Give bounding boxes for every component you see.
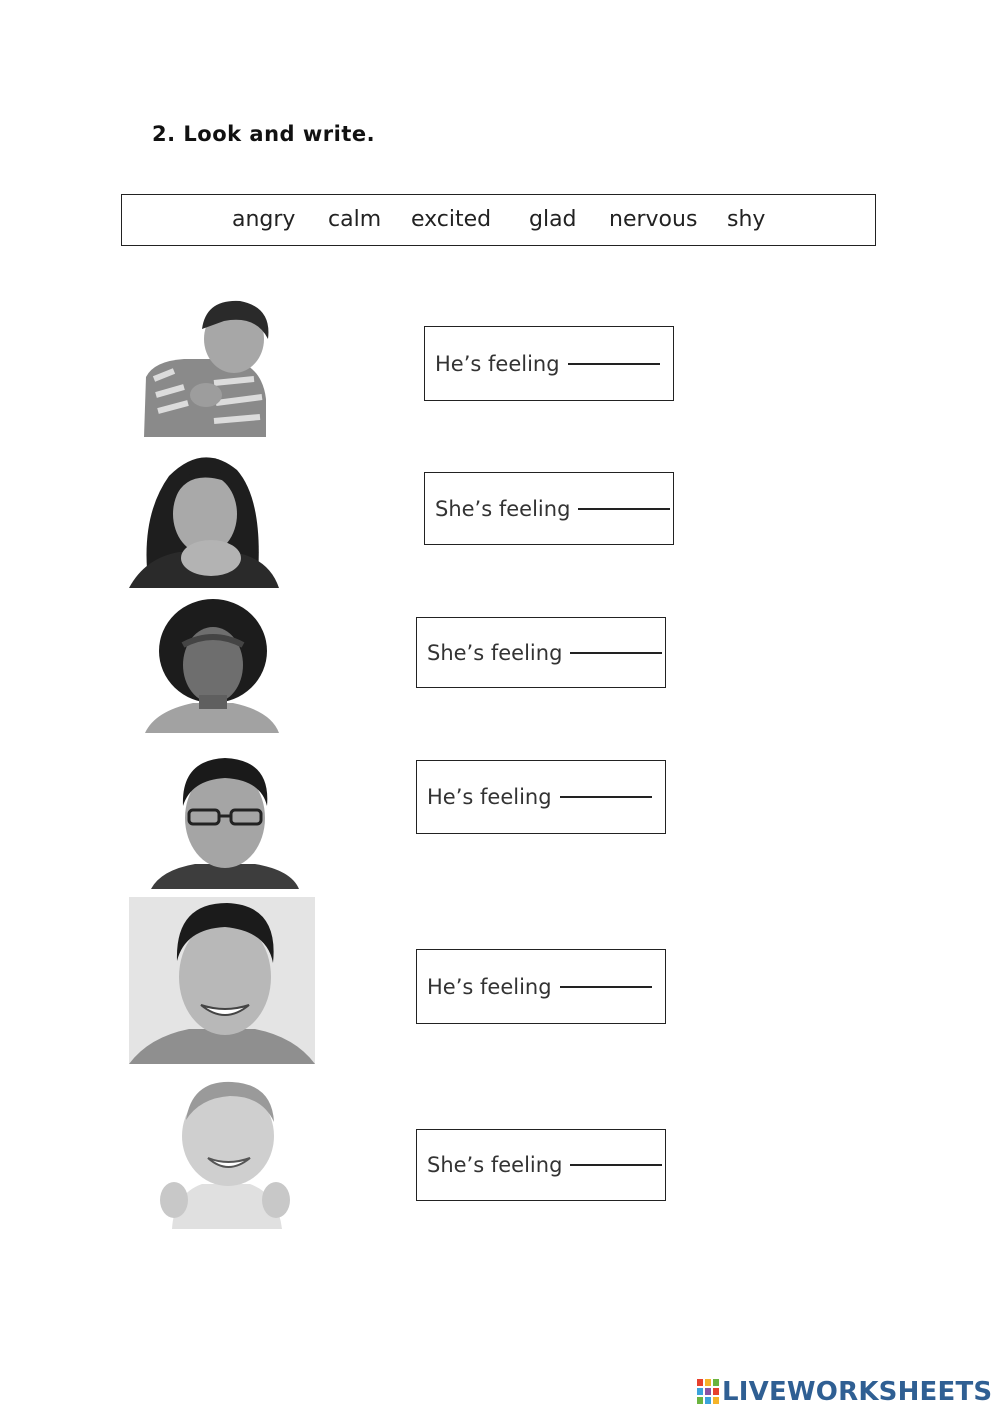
liveworksheets-brand-text: LIVEWORKSHEETS [722, 1377, 993, 1407]
answer-box [424, 472, 674, 545]
word-bank-item: glad [529, 207, 577, 232]
answer-input[interactable] [578, 508, 670, 510]
liveworksheets-logo-icon [697, 1379, 719, 1405]
answer-box [416, 617, 666, 688]
answer-box [424, 326, 674, 401]
answer-box [416, 760, 666, 834]
word-bank-item: shy [727, 207, 766, 232]
word-bank-item: angry [232, 207, 296, 232]
shy-boy-photo [144, 299, 270, 437]
answer-prompt: She’s feeling [427, 1153, 563, 1177]
instruction-heading: 2. Look and write. [152, 122, 376, 146]
calm-girl-photo [145, 599, 279, 733]
word-bank-item: excited [411, 207, 492, 232]
answer-input[interactable] [570, 652, 662, 654]
excited-baby-photo [158, 1076, 290, 1229]
answer-prompt: She’s feeling [435, 496, 571, 521]
answer-prompt: He’s feeling [427, 974, 552, 999]
answer-prompt: He’s feeling [427, 785, 552, 809]
answer-input[interactable] [560, 796, 652, 798]
word-bank-item: calm [328, 207, 382, 232]
nervous-woman-photo [129, 448, 279, 588]
answer-input[interactable] [570, 1164, 662, 1166]
answer-prompt: He’s feeling [435, 351, 560, 376]
answer-input[interactable] [560, 986, 652, 988]
answer-input[interactable] [568, 363, 660, 365]
word-bank [121, 194, 876, 246]
answer-box [416, 949, 666, 1024]
answer-prompt: She’s feeling [427, 640, 563, 665]
word-bank-item: nervous [609, 207, 698, 232]
answer-box [416, 1129, 666, 1201]
glad-man-photo [129, 897, 315, 1064]
liveworksheets-logo[interactable] [697, 1377, 992, 1407]
angry-boy-photo [151, 754, 299, 889]
